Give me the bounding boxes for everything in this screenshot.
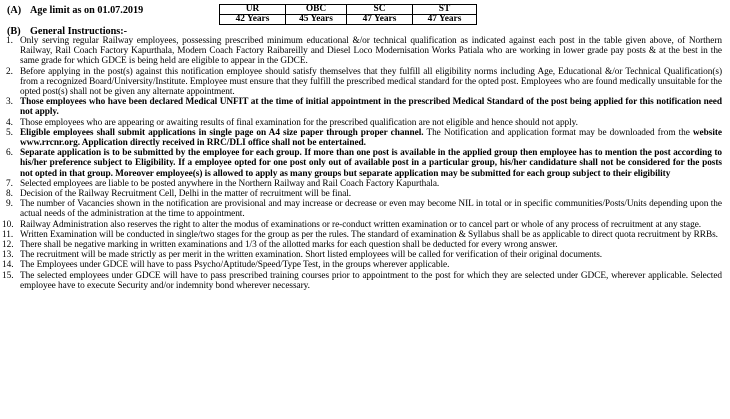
instruction-number: 9. bbox=[6, 199, 13, 210]
instruction-number: 14. bbox=[2, 260, 14, 271]
age-header-sc: SC bbox=[347, 5, 413, 15]
instruction-item-13 bbox=[0, 250, 722, 260]
instruction-bold-text: Eligible employees shall submit applications in single page on A4 size paper through proper channel. bbox=[20, 127, 424, 138]
age-table-header-row bbox=[220, 5, 477, 15]
instruction-text: Those employees who are appearing or awaiting results of final examination for the prescribed qualification are not eligible and hence should not apply. bbox=[20, 117, 578, 128]
section-b-label: (B) bbox=[7, 26, 21, 37]
instruction-text: Only serving regular Railway employees, possessing prescribed minimum educational &/or technical qualification as indicated against each post in the table given above, of Northern Railway, Rail Coach Factory Kapurthala, Modern Coach Factory Raibareilly and Diesel Loco Modernisation Works Patiala who are working in lower grade pay posts & at the best in the same grade for which GDCE is being held are eligible to appear in the GDCE. bbox=[20, 36, 722, 67]
instruction-item-1 bbox=[0, 36, 722, 67]
section-a-label: (A) bbox=[7, 5, 22, 16]
age-header-st: ST bbox=[413, 5, 477, 15]
instruction-number: 3. bbox=[6, 97, 13, 108]
instruction-text: Decision of the Railway Recruitment Cell, Delhi in the matter of recruitment will be final. bbox=[20, 189, 352, 200]
age-limit-table bbox=[219, 4, 477, 25]
instruction-number: 12. bbox=[2, 240, 14, 251]
instruction-text: There shall be negative marking in written examinations and 1/3 of the allotted marks for each question shall be deducted for every wrong answer. bbox=[20, 240, 558, 251]
instruction-text: Written Examination will be conducted in single/two stages for the group as per the rules. The standard of examination & Syllabus shall be as applicable to direct quota recruitment by RRBs. bbox=[20, 229, 718, 240]
instruction-text: The number of Vacancies shown in the notification are provisional and may increase or decrease or even may become NIL in total or in specific communities/Posts/Units depending upon the actual needs of the administration at the time to appointment. bbox=[20, 199, 722, 220]
instruction-number: 8. bbox=[6, 189, 13, 200]
age-value-st: 47 Years bbox=[413, 15, 477, 25]
instruction-item-3 bbox=[0, 97, 722, 117]
instruction-text: Before applying in the post(s) against this notification employee should satisfy themselves that they fulfill all eligibility norms including Age, Educational &/or Technical Qualification(s) from a recognized Board/University/Institute. Employee must ensure that they fulfill the prescribed medical standard for the opted post. Employees who are found medically unsuitable for the opted post(s) shall not be given any alternate appointment. bbox=[20, 66, 722, 98]
instruction-item-15 bbox=[0, 271, 722, 291]
instruction-website-text: website www.rrcnr.org. Application directly received in RRC/DLI office shall not be entertained. bbox=[20, 127, 722, 149]
instruction-bold-text: Those employees who have been declared Medical UNFIT at the time of initial appointment in the prescribed Medical Standard of the post being applied for this notification need not apply. bbox=[20, 97, 722, 118]
instruction-bold-text: Separate application is to be submitted by the employee for each group. If more than one post is available in the applied group then employee has to mention the post according to his/her preference subject to Eligibility. If a employee opted for one post only out of available post in a particular group, his/her candidature shall not be considered for the posts not opted in that group. Moreover employee(s) is allowed to apply as many groups but separate application may be submitted for each group subject to their eligibility bbox=[20, 148, 722, 179]
instruction-number: 10. bbox=[2, 219, 14, 230]
instruction-number: 6. bbox=[6, 148, 13, 159]
age-value-obc: 45 Years bbox=[286, 15, 347, 25]
instruction-number: 7. bbox=[6, 178, 13, 189]
instruction-number: 4. bbox=[6, 117, 13, 128]
instruction-item-5 bbox=[0, 128, 722, 148]
instruction-text: The selected employees under GDCE will have to pass prescribed training courses prior to appointment to the post for which they are selected under GDCE, wherever applicable. Selected employee have to execute Security and/or indemnity bond wherever necessary. bbox=[20, 270, 722, 291]
instruction-item-10 bbox=[0, 220, 722, 230]
instruction-text: The Employees under GDCE will have to pass Psycho/Aptitude/Speed/Type Test, in the groups wherever applicable. bbox=[20, 260, 450, 271]
instruction-number: 11. bbox=[2, 229, 14, 240]
instruction-item-8 bbox=[0, 189, 722, 199]
age-header-ur: UR bbox=[220, 5, 286, 15]
instruction-item-4 bbox=[0, 118, 722, 128]
instruction-number: 2. bbox=[6, 66, 13, 77]
instruction-item-7 bbox=[0, 179, 722, 189]
age-table-value-row bbox=[220, 15, 477, 25]
instruction-text: The recruitment will be made strictly as per merit in the written examination. Short listed employees will be called for verification of their original documents. bbox=[20, 250, 603, 261]
instruction-text: The Notification and application format may be downloaded from the bbox=[423, 127, 693, 138]
section-b-title: General Instructions:- bbox=[30, 26, 128, 37]
section-a-title: Age limit as on 01.07.2019 bbox=[30, 5, 144, 16]
instruction-number: 15. bbox=[2, 270, 14, 281]
instruction-item-11 bbox=[0, 230, 722, 240]
instructions-list bbox=[0, 36, 722, 291]
instruction-text: Railway Administration also reserves the right to alter the modus of examinations or re-conduct written examination or to cancel part or whole of any process of recruitment at any stage. bbox=[20, 219, 702, 230]
instruction-number: 1. bbox=[6, 36, 13, 46]
instruction-item-12 bbox=[0, 240, 722, 250]
instruction-item-14 bbox=[0, 260, 722, 270]
instruction-number: 13. bbox=[2, 250, 14, 261]
instruction-item-6 bbox=[0, 148, 722, 179]
instruction-text: Selected employees are liable to be posted anywhere in the Northern Railway and Rail Coach Factory Kapurthala. bbox=[20, 178, 440, 189]
instruction-number: 5. bbox=[6, 127, 13, 138]
instruction-item-9 bbox=[0, 199, 722, 219]
section-a-heading bbox=[7, 5, 143, 16]
age-value-sc: 47 Years bbox=[347, 15, 413, 25]
age-value-ur: 42 Years bbox=[220, 15, 286, 25]
instruction-item-2 bbox=[0, 67, 722, 98]
age-header-obc: OBC bbox=[286, 5, 347, 15]
